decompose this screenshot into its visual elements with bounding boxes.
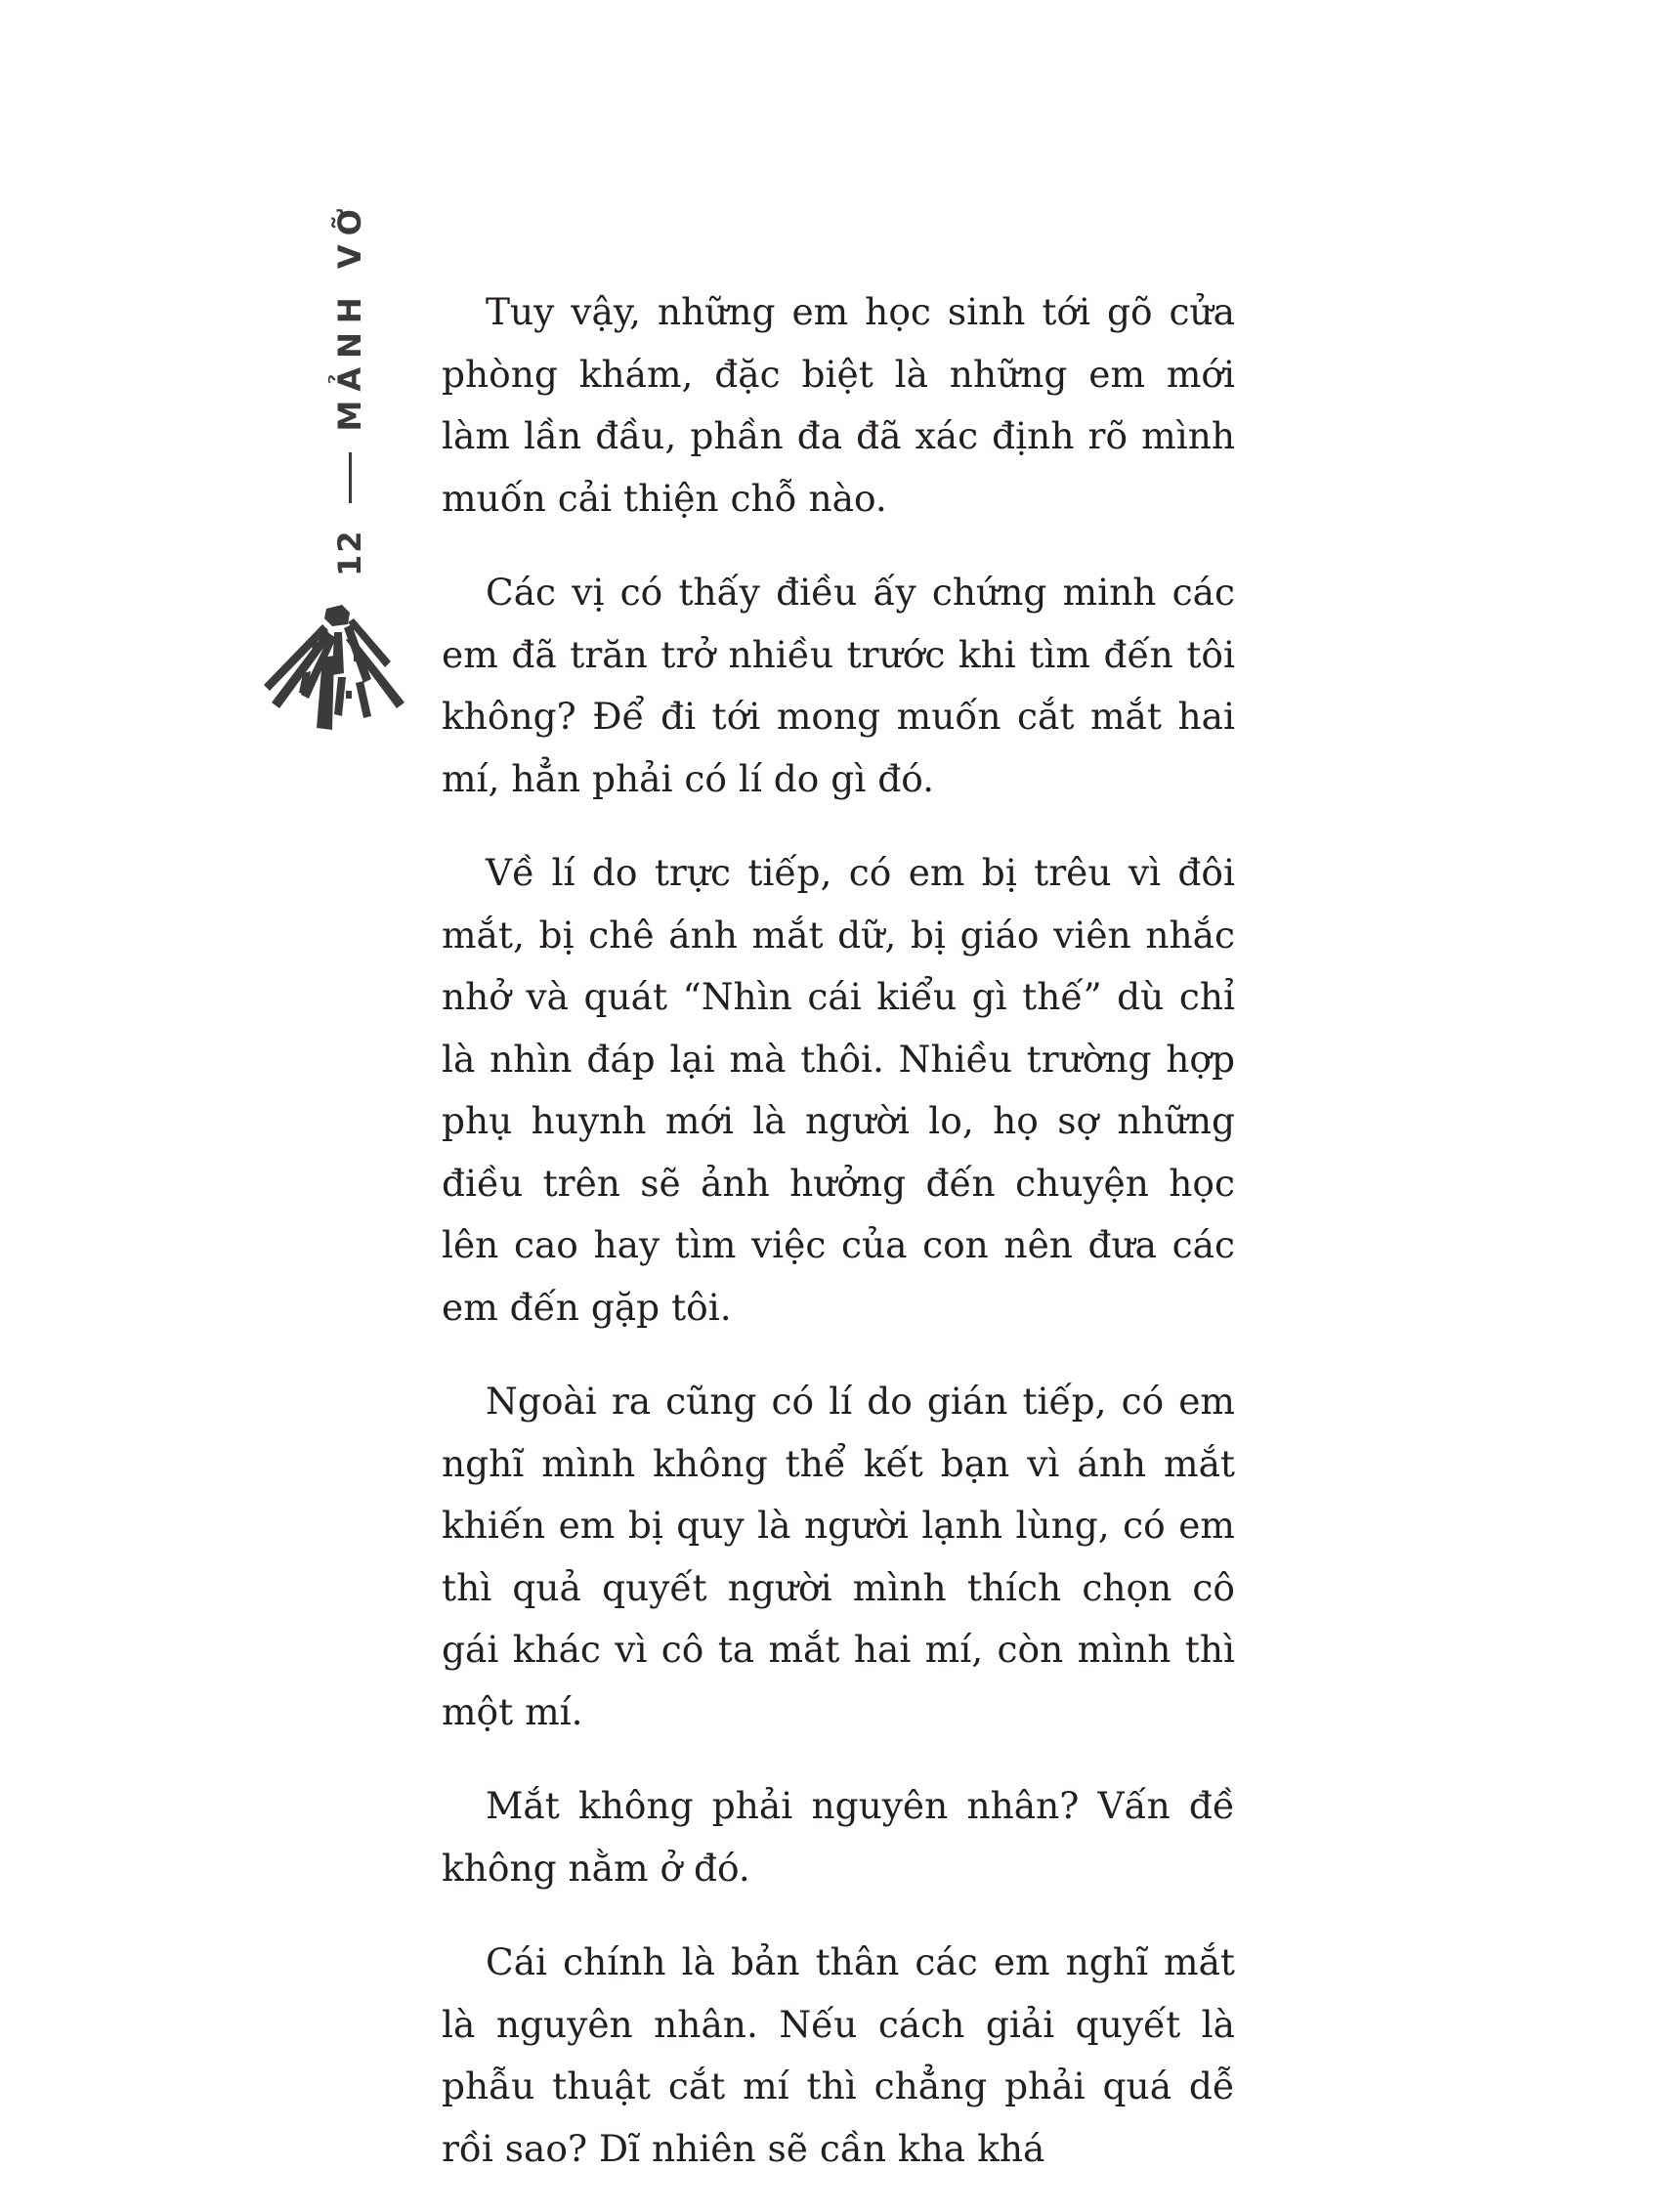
paragraph-1: Tuy vậy, những em học sinh tới gõ cửa phòng khám, đặc biệt là những em mới làm lần đầu, phần đa đã xác định rõ mình muốn cải thiện chỗ nào. bbox=[442, 290, 1235, 520]
side-running-header bbox=[311, 199, 389, 733]
paragraph-2: Các vị có thấy điều ấy chứng minh các em đã trăn trở nhiều trước khi tìm đến tôi không? Để đi tới mong muốn cắt mắt hai mí, hẳn phải có lí do gì đó. bbox=[442, 571, 1235, 800]
running-head-text bbox=[332, 199, 367, 576]
running-head bbox=[311, 199, 389, 576]
paragraph-5: Mắt không phải nguyên nhân? Vấn đề không nằm ở đó. bbox=[442, 1784, 1235, 1890]
logo-fragment bbox=[346, 691, 352, 699]
paragraph-3: Về lí do trực tiếp, có em bị trêu vì đôi mắt, bị chê ánh mắt dữ, bị giáo viên nhắc nhở và quát “Nhìn cái kiểu gì thế” dù chỉ là nhìn đáp lại mà thôi. Nhiều trường hợp phụ huynh mới là người lo, họ sợ những điều trên sẽ ảnh hưởng đến chuyện học lên cao hay tìm việc của con nên đưa các em đến gặp tôi. bbox=[442, 851, 1235, 1329]
page-body bbox=[442, 281, 1235, 2212]
logo-cap bbox=[324, 605, 350, 626]
page-number: 12 bbox=[331, 529, 368, 576]
paragraph-4: Ngoài ra cũng có lí do gián tiếp, có em nghĩ mình không thể kết bạn vì ánh mắt khiến em bị quy là người lạnh lùng, có em thì quả quyết người mình thích chọn cô gái khác vì cô ta mắt hai mí, còn mình thì một mí. bbox=[442, 1380, 1235, 1733]
logo-ray bbox=[334, 677, 346, 716]
logo-ray bbox=[356, 681, 371, 718]
logo-ray bbox=[332, 632, 344, 675]
separator-bar bbox=[349, 452, 352, 503]
shattered-fragment-icon bbox=[262, 601, 408, 733]
book-title: MẢNH VỠ bbox=[331, 199, 368, 432]
paragraph-6: Cái chính là bản thân các em nghĩ mắt là nguyên nhân. Nếu cách giải quyết là phẫu thuật cắt mí thì chẳng phải quá dễ rồi sao? Dĩ nhiên sẽ cần kha khá bbox=[442, 1940, 1235, 2170]
